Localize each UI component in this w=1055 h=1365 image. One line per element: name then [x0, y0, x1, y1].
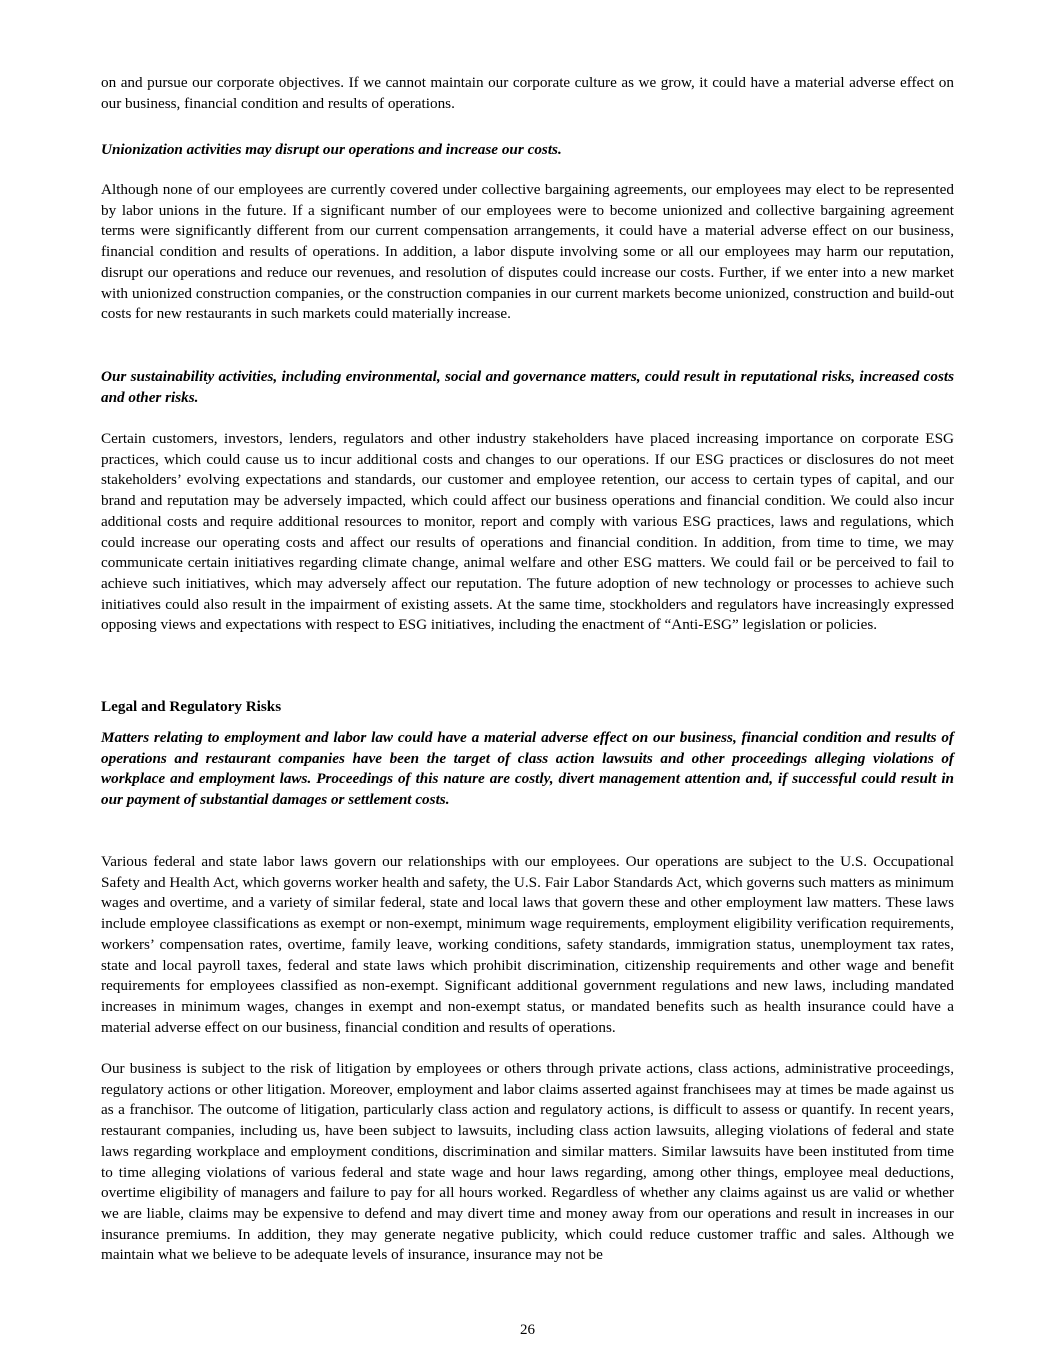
paragraph-labor-laws: Various federal and state labor laws govern our relationships with our employees. Our operations are subject to the U.S. Occupational Safety and Health Act, which governs worker health and safety, the U.S. Fair Labor Standards Act, which governs such matters as minimum wages and overtime, and a variety of similar federal, state and local laws that govern these and other employment law matters. These laws include employee classifications as exempt or non-exempt, minimum wage requirements, employment eligibility verification requirements, workers’ compensation rates, overtime, family leave, working conditions, safety standards, immigration status, unemployment tax rates, state and local payroll taxes, federal and state laws which prohibit discrimination, citizenship requirements and other wage and benefit requirements for employees classified as non-exempt. Significant additional government regulations and new laws, including mandated increases in minimum wages, changes in exempt and non-exempt status, or mandated benefits such as health insurance could have a material adverse effect on our business, financial condition and results of operations.: [101, 853, 954, 1036]
heading-employment-law: Matters relating to employment and labor law could have a material adverse effect on our business, financial condition and results of operations and restaurant companies have been the target of class action lawsuits and other proceedings alleging violations of workplace and employment laws. Proceedings of this nature are costly, divert management attention and, if successful could result in our payment of substantial damages or settlement costs.: [101, 729, 954, 809]
paragraph-litigation: Our business is subject to the risk of litigation by employees or others through private actions, class actions, administrative proceedings, regulatory actions or other litigation. Moreover, employment and labor claims asserted against franchisees may at times be made against us as a franchisor. The outcome of litigation, particularly class action and regulatory actions, is difficult to assess or quantify. In recent years, restaurant companies, including us, have been subject to lawsuits, including class action lawsuits, alleging violations of federal and state laws regarding workplace and employment conditions, discrimination and similar matters. Similar lawsuits have been instituted from time to time alleging violations of various federal and state wage and hour laws regarding, among other things, employee meal deductions, overtime eligibility of managers and failure to pay for all hours worked. Regardless of whether any claims against us are valid or whether we are liable, claims may be expensive to defend and may divert time and money away from our operations and result in increases in our insurance premiums. In addition, they may generate negative publicity, which could reduce customer traffic and sales. Although we maintain what we believe to be adequate levels of insurance, insurance may not be: [101, 1060, 954, 1264]
paragraph-corporate-culture: on and pursue our corporate objectives. If we cannot maintain our corporate culture as we grow, it could have a material adverse effect on our business, financial condition and results of operations.: [101, 74, 954, 112]
paragraph-sustainability: Certain customers, investors, lenders, regulators and other industry stakeholders have placed increasing importance on corporate ESG practices, which could cause us to incur additional costs and changes to our operations. If our ESG practices or disclosures do not meet stakeholders’ evolving expectations and standards, our customer and employee retention, our access to certain types of capital, and our brand and reputation may be adversely impacted, which could affect our business operations and financial condition. We could also incur additional costs and require additional resources to monitor, report and comply with various ESG practices, laws and regulations, which could increase our operating costs and affect our results of operations and financial condition. In addition, from time to time, we may communicate certain initiatives regarding climate change, animal welfare and other ESG matters. We could fail or be perceived to fail to achieve such initiatives, which may adversely affect our reputation. The future adoption of new technology or processes to achieve such initiatives could also result in the impairment of existing assets. At the same time, stockholders and regulators have increasingly expressed opposing views and expectations with respect to ESG initiatives, including the enactment of “Anti-ESG” legislation or policies.: [101, 430, 954, 634]
section-heading-legal: Legal and Regulatory Risks: [101, 698, 282, 715]
heading-sustainability: Our sustainability activities, including environmental, social and governance matters, could result in reputational risks, increased costs and other risks.: [101, 368, 954, 406]
paragraph-unionization: Although none of our employees are currently covered under collective bargaining agreements, our employees may elect to be represented by labor unions in the future. If a significant number of our employees were to become unionized and collective bargaining agreement terms were significantly different from our current compensation arrangements, it could have a material adverse effect on our business, financial condition and results of operations. In addition, a labor dispute involving some or all our employees may harm our reputation, disrupt our operations and reduce our revenues, and resolution of disputes could increase our costs. Further, if we enter into a new market with unionized construction companies, or the construction companies in our current markets become unionized, construction and build-out costs for new restaurants in such markets could materially increase.: [101, 181, 954, 323]
page-number: 26: [520, 1322, 535, 1338]
heading-unionization: Unionization activities may disrupt our operations and increase our costs.: [101, 141, 562, 158]
